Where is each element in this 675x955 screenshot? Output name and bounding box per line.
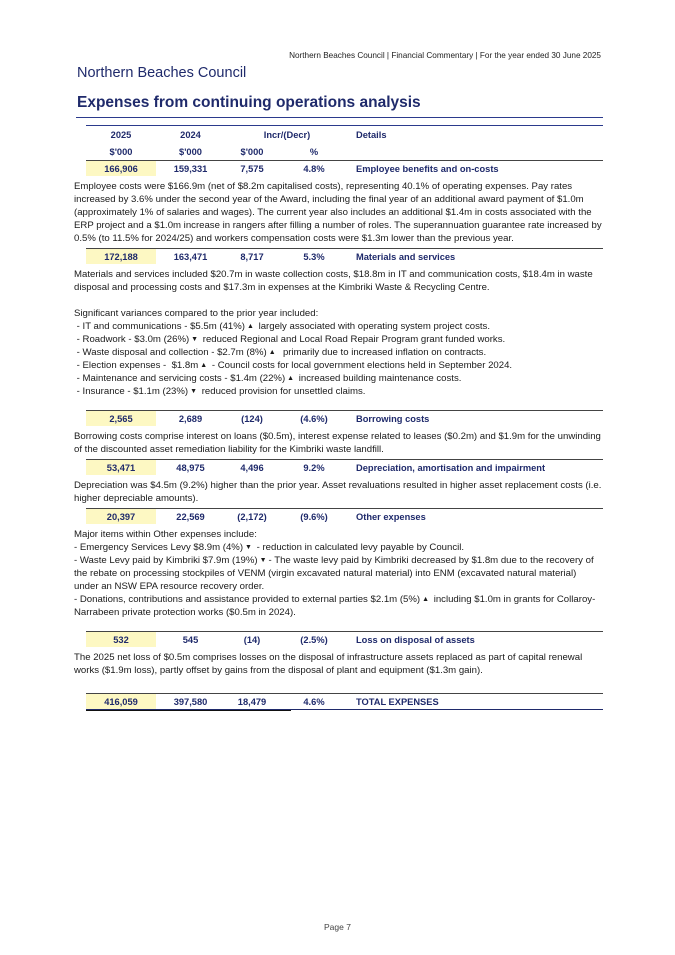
total-incr-amount: 18,479 <box>237 696 267 707</box>
variance-item <box>74 359 603 372</box>
row-label: Loss on disposal of assets <box>356 634 475 645</box>
row-commentary <box>74 524 603 631</box>
commentary-intro: Major items within Other expenses include: <box>74 529 257 540</box>
header-incr-decr: Incr/(Decr) <box>263 129 311 140</box>
variance-item <box>74 554 603 593</box>
section-title: Expenses from continuing operations analysis <box>77 94 421 111</box>
triangle-down-icon: ▼ <box>259 557 267 564</box>
incr-amount: (14) <box>243 634 261 645</box>
variance-item-detail: increased building maintenance costs. <box>296 373 462 384</box>
incr-percent: (2.5%) <box>300 634 328 645</box>
variance-item <box>74 346 603 359</box>
variance-item <box>74 593 603 619</box>
header-2025: 2025 <box>110 129 132 140</box>
header-2024: 2024 <box>180 129 201 140</box>
triangle-down-icon: ▼ <box>245 544 252 551</box>
row-commentary <box>74 176 603 248</box>
variance-item-lead: - Roadwork - $3.0m (26%) <box>74 334 190 345</box>
commentary-paragraph: Employee costs were $166.9m (net of $8.2m capitalised costs), representing 40.1% of operating expenses. Pay rates increased by 3.6% under the second year of the Award, including the final year of an additional award payment of $1.0m (approximately 1% of salaries and wages). The current year also includes an additional $1.4m in costs associated with the ERP project and a $1.0m increase in rangers after filling a number of roles. The superannuation guarantee rate increased by 0.5% (to 11.5% for 2024/25) and workers compensation costs were $1.3m lower than the previous year. <box>74 181 602 244</box>
table-header-row <box>86 126 603 143</box>
unit-incr-percent: % <box>309 146 319 157</box>
incr-amount: (2,172) <box>237 511 267 522</box>
incr-amount: 7,575 <box>240 163 264 174</box>
table-row <box>86 459 603 475</box>
value-2025: 166,906 <box>86 161 156 176</box>
triangle-up-icon: ▲ <box>287 375 295 382</box>
incr-percent: 5.3% <box>303 251 325 262</box>
variance-item <box>74 541 603 554</box>
row-commentary <box>74 264 603 410</box>
title-divider <box>76 117 603 118</box>
value-2025: 2,565 <box>86 411 156 426</box>
unit-2025: $'000 <box>109 146 133 157</box>
variance-item-lead: - Election expenses - $1.8m <box>74 360 199 371</box>
header-details: Details <box>356 129 387 140</box>
row-commentary <box>74 475 603 508</box>
total-double-rule <box>86 710 291 711</box>
variance-item-detail: reduced Regional and Local Road Repair Program grant funded works. <box>200 334 506 345</box>
incr-amount: (124) <box>241 413 263 424</box>
row-label: Other expenses <box>356 511 426 522</box>
expenses-table <box>74 125 603 710</box>
value-2025: 53,471 <box>86 460 156 475</box>
variance-item-lead: - Maintenance and servicing costs - $1.4m (22%) <box>74 373 286 384</box>
variance-item-detail: largely associated with operating system project costs. <box>255 321 491 332</box>
commentary-paragraph: The 2025 net loss of $0.5m comprises losses on the disposal of infrastructure assets replaced as part of capital renewal works ($1.9m loss), partly offset by gains from the disposal of plant and equipment ($1.3m gain). <box>74 652 583 676</box>
total-2024: 397,580 <box>173 696 208 707</box>
variance-item-detail: including $1.0m in grants for Collaroy-Narrabeen private protection works ($0.5m in 2024). <box>74 594 596 618</box>
variance-item <box>74 372 603 385</box>
incr-amount: 4,496 <box>240 462 264 473</box>
value-2025: 532 <box>86 632 156 647</box>
variance-item-lead: - Waste Levy paid by Kimbriki $7.9m (19%) <box>74 555 258 566</box>
variance-item <box>74 333 603 346</box>
variance-item-lead: - Emergency Services Levy $8.9m (4%) <box>74 542 244 553</box>
total-2025: 416,059 <box>86 694 156 709</box>
incr-percent: 9.2% <box>303 462 325 473</box>
variance-item-detail: reduced provision for unsettled claims. <box>199 386 366 397</box>
unit-incr-amount: $'000 <box>240 146 264 157</box>
triangle-up-icon: ▲ <box>422 596 430 603</box>
row-label: Borrowing costs <box>356 413 430 424</box>
variance-item-lead: - IT and communications - $5.5m (41%) <box>74 321 245 332</box>
total-row <box>86 693 603 710</box>
triangle-up-icon: ▲ <box>200 362 208 369</box>
row-commentary <box>74 426 603 459</box>
value-2025: 20,397 <box>86 509 156 524</box>
incr-percent: (9.6%) <box>300 511 328 522</box>
variance-item-lead: - Waste disposal and collection - $2.7m (8%) <box>74 347 267 358</box>
value-2024: 2,689 <box>178 413 203 424</box>
organisation-name: Northern Beaches Council <box>77 65 247 81</box>
value-2024: 163,471 <box>173 251 208 262</box>
triangle-down-icon: ▼ <box>191 336 199 343</box>
table-units-row <box>86 143 603 160</box>
commentary-paragraph: Depreciation was $4.5m (9.2%) higher than the prior year. Asset revaluations resulted in higher asset replacement costs (i.e. higher depreciable amounts). <box>74 480 602 504</box>
triangle-up-icon: ▲ <box>268 349 276 356</box>
table-row <box>86 410 603 426</box>
table-row <box>86 631 603 647</box>
commentary-intro: Significant variances compared to the prior year included: <box>74 308 319 319</box>
variance-item-detail: primarily due to increased inflation on contracts. <box>277 347 487 358</box>
variance-item-lead: - Insurance - $1.1m (23%) <box>74 386 189 397</box>
row-label: Materials and services <box>356 251 456 262</box>
variance-item <box>74 320 603 333</box>
unit-2024: $'000 <box>179 146 202 157</box>
triangle-down-icon: ▼ <box>190 388 198 395</box>
variance-item <box>74 385 603 398</box>
value-2024: 545 <box>182 634 199 645</box>
total-label: TOTAL EXPENSES <box>356 696 439 707</box>
table-row <box>86 248 603 264</box>
commentary-paragraph: Materials and services included $20.7m in waste collection costs, $18.8m in IT and communication costs, $18.4m in waste disposal and processing costs and $17.3m in expenses at the Kimbriki Waste & Recycling Centre. <box>74 269 593 293</box>
row-label: Depreciation, amortisation and impairment <box>356 462 546 473</box>
incr-percent: 4.8% <box>303 163 325 174</box>
incr-amount: 8,717 <box>240 251 264 262</box>
total-incr-percent: 4.6% <box>303 696 325 707</box>
variance-item-lead: - Donations, contributions and assistance provided to external parties $2.1m (5%) <box>74 594 421 605</box>
variance-item-detail: - reduction in calculated levy payable by Council. <box>253 542 465 553</box>
variance-item-detail: - The waste levy paid by Kimbriki decreased by $1.8m due to the recovery of the rebate on processing stockpiles of VENM (virgin excavated natural material) into ENM (excavated natural material) under an NSW EPA resource recovery order. <box>74 555 597 592</box>
page-number: Page 7 <box>324 922 351 932</box>
value-2024: 159,331 <box>173 163 208 174</box>
table-body <box>74 160 603 680</box>
running-header: Northern Beaches Council | Financial Commentary | For the year ended 30 June 2025 <box>289 51 601 60</box>
variance-item-detail: - Council costs for local government elections held in September 2024. <box>209 360 513 371</box>
row-label: Employee benefits and on-costs <box>356 163 499 174</box>
table-row <box>86 160 603 176</box>
value-2024: 22,569 <box>176 511 205 522</box>
value-2025: 172,188 <box>86 249 156 264</box>
row-commentary <box>74 647 603 680</box>
commentary-paragraph: Borrowing costs comprise interest on loans ($0.5m), interest expense related to leases ($0.2m) and $1.9m for the unwinding of the discounted asset remediation liability for the Kimbriki waste landfill. <box>74 431 601 455</box>
value-2024: 48,975 <box>176 462 205 473</box>
triangle-up-icon: ▲ <box>246 323 254 330</box>
table-row <box>86 508 603 524</box>
incr-percent: (4.6%) <box>300 413 328 424</box>
